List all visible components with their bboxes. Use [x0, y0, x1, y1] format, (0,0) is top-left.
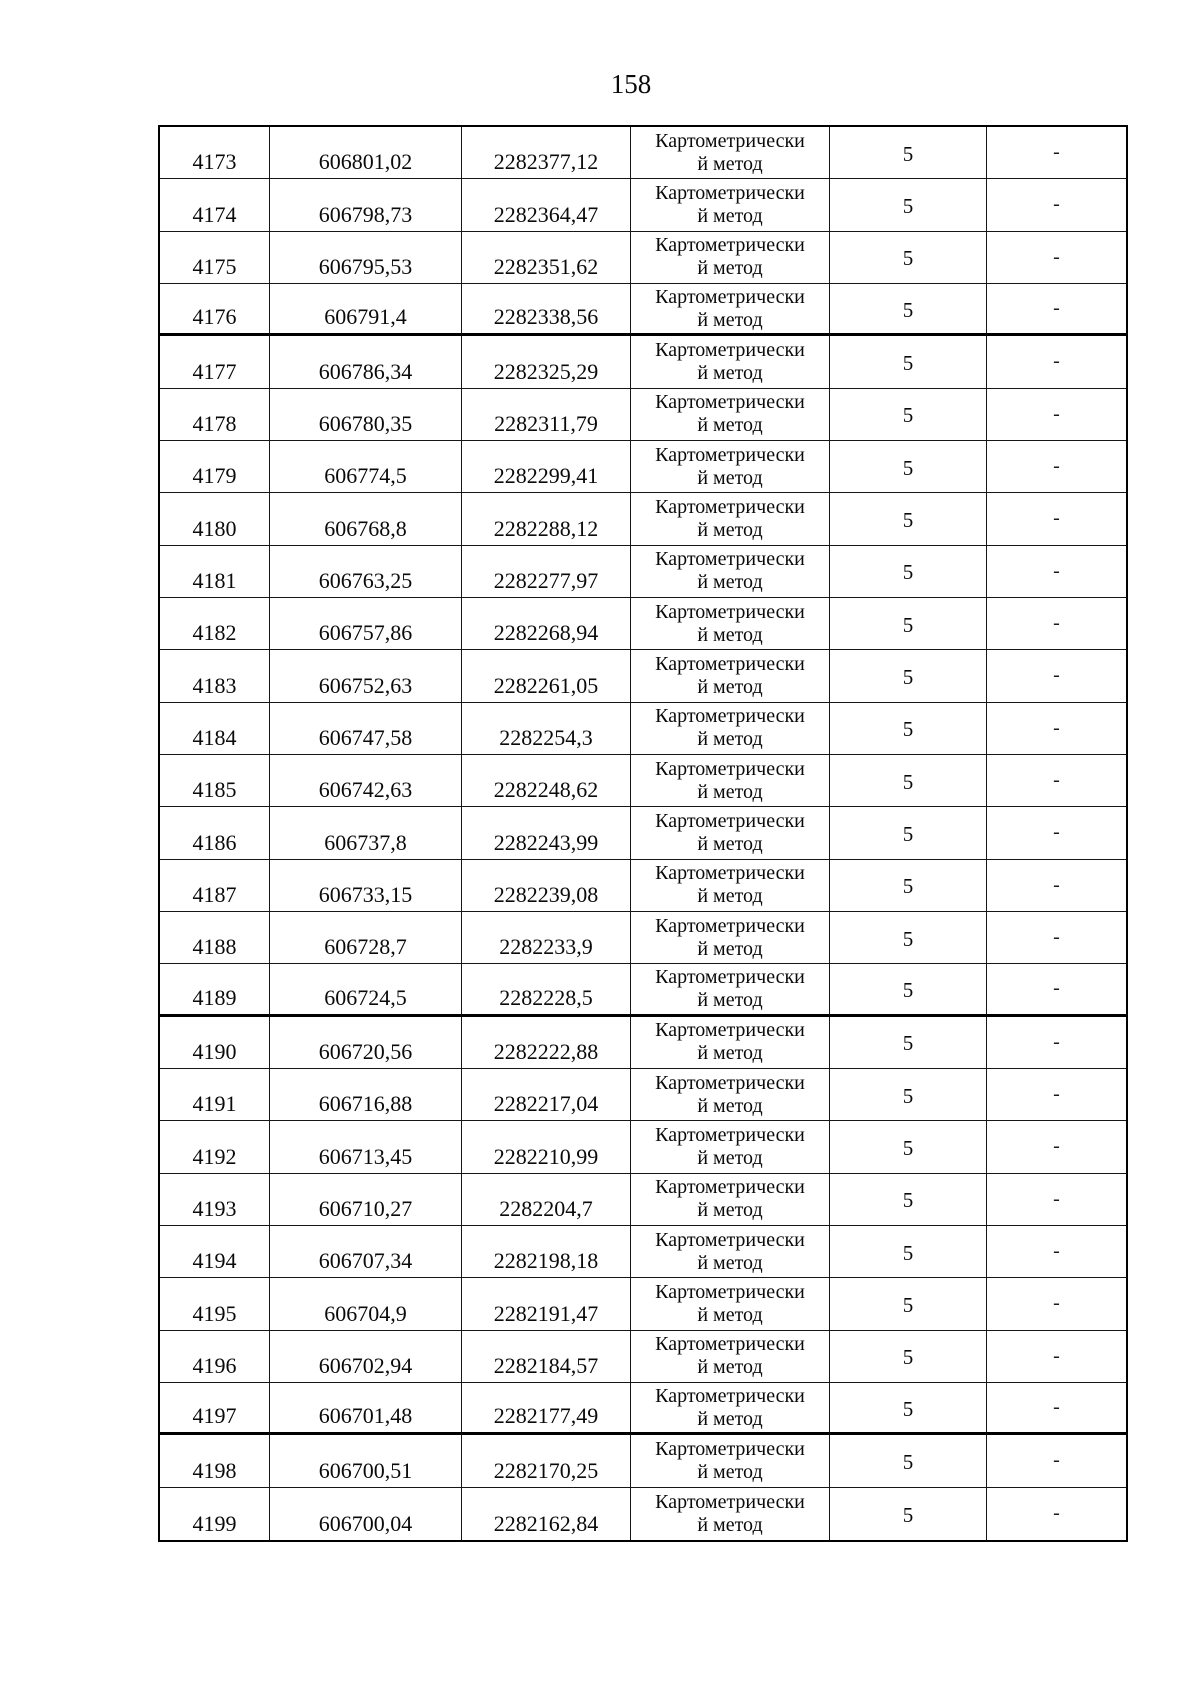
x-coordinate-cell: 606752,63: [270, 650, 462, 701]
method-line2: й метод: [697, 885, 763, 908]
note-cell: -: [1053, 402, 1060, 425]
precision-cell: 5: [830, 127, 987, 178]
method-line2: й метод: [697, 1356, 763, 1379]
note-cell: -: [1053, 664, 1060, 687]
table-row: [160, 1488, 1126, 1540]
precision-cell: 5: [830, 912, 987, 963]
method-line2: й метод: [697, 780, 763, 803]
table-row: [160, 127, 1126, 179]
y-coordinate-cell: 2282233,9: [462, 912, 631, 963]
point-number-cell: 4189: [160, 964, 270, 1013]
method-cell: [631, 598, 830, 649]
y-coordinate-cell: 2282351,62: [462, 232, 631, 283]
method-cell: [631, 1174, 830, 1225]
method-line1: Картометрически: [655, 705, 805, 728]
method-line2: й метод: [697, 1460, 763, 1483]
point-number-cell: 4182: [160, 598, 270, 649]
precision-cell: 5: [830, 703, 987, 754]
x-coordinate-cell: 606774,5: [270, 441, 462, 492]
note-cell: -: [1053, 141, 1060, 164]
x-coordinate-cell: 606720,56: [270, 1017, 462, 1068]
x-coordinate-cell: 606747,58: [270, 703, 462, 754]
precision-cell: 5: [830, 755, 987, 806]
point-number-cell: 4179: [160, 441, 270, 492]
method-line1: Картометрически: [655, 285, 805, 308]
point-number-cell: 4195: [160, 1278, 270, 1329]
point-number-cell: 4185: [160, 755, 270, 806]
note-cell: -: [1053, 612, 1060, 635]
table-row: [160, 179, 1126, 231]
table-row: [160, 1174, 1126, 1226]
precision-cell: 5: [830, 1017, 987, 1068]
method-line1: Картометрически: [655, 338, 805, 361]
note-cell: -: [1053, 769, 1060, 792]
point-number-cell: 4183: [160, 650, 270, 701]
precision-cell: 5: [830, 284, 987, 333]
note-cell: -: [1053, 1449, 1060, 1472]
precision-cell: 5: [830, 336, 987, 387]
method-cell: [631, 1121, 830, 1172]
table-row: [160, 964, 1126, 1016]
method-line1: Картометрически: [655, 965, 805, 988]
y-coordinate-cell: 2282228,5: [462, 964, 631, 1013]
method-line2: й метод: [697, 675, 763, 698]
x-coordinate-cell: 606716,88: [270, 1069, 462, 1120]
table-row: [160, 1017, 1126, 1069]
table-row: [160, 598, 1126, 650]
method-cell: [631, 860, 830, 911]
note-cell: -: [1053, 245, 1060, 268]
precision-cell: 5: [830, 1435, 987, 1486]
note-cell: -: [1053, 1344, 1060, 1367]
note-cell: -: [1053, 716, 1060, 739]
table-row: [160, 1121, 1126, 1173]
y-coordinate-cell: 2282311,79: [462, 389, 631, 440]
note-cell: -: [1053, 1187, 1060, 1210]
note-cell: -: [1053, 821, 1060, 844]
note-cell: -: [1053, 1502, 1060, 1525]
table-row: [160, 232, 1126, 284]
method-line1: Картометрически: [655, 129, 805, 152]
precision-cell: 5: [830, 389, 987, 440]
point-number-cell: 4191: [160, 1069, 270, 1120]
point-number-cell: 4190: [160, 1017, 270, 1068]
y-coordinate-cell: 2282217,04: [462, 1069, 631, 1120]
precision-cell: 5: [830, 1331, 987, 1382]
table-row: [160, 650, 1126, 702]
method-line2: й метод: [697, 728, 763, 751]
precision-cell: 5: [830, 1383, 987, 1432]
method-cell: [631, 1278, 830, 1329]
note-cell: -: [1053, 297, 1060, 320]
point-number-cell: 4199: [160, 1488, 270, 1540]
precision-cell: 5: [830, 1226, 987, 1277]
method-cell: [631, 807, 830, 858]
point-number-cell: 4174: [160, 179, 270, 230]
x-coordinate-cell: 606737,8: [270, 807, 462, 858]
note-cell: -: [1053, 1030, 1060, 1053]
point-number-cell: 4198: [160, 1435, 270, 1486]
note-cell: -: [1053, 1292, 1060, 1315]
method-line2: й метод: [697, 152, 763, 175]
point-number-cell: 4178: [160, 389, 270, 440]
method-cell: [631, 964, 830, 1013]
method-line1: Картометрически: [655, 181, 805, 204]
x-coordinate-cell: 606713,45: [270, 1121, 462, 1172]
page-number: 158: [610, 69, 652, 99]
method-line2: й метод: [697, 204, 763, 227]
precision-cell: 5: [830, 232, 987, 283]
point-number-cell: 4187: [160, 860, 270, 911]
method-cell: [631, 755, 830, 806]
method-cell: [631, 441, 830, 492]
note-cell: -: [1053, 977, 1060, 1000]
method-line2: й метод: [697, 1146, 763, 1169]
method-line1: Картометрически: [655, 1437, 805, 1460]
precision-cell: 5: [830, 1174, 987, 1225]
point-number-cell: 4181: [160, 546, 270, 597]
x-coordinate-cell: 606733,15: [270, 860, 462, 911]
precision-cell: 5: [830, 860, 987, 911]
x-coordinate-cell: 606724,5: [270, 964, 462, 1013]
method-line1: Картометрически: [655, 1280, 805, 1303]
method-line2: й метод: [697, 832, 763, 855]
method-cell: [631, 284, 830, 333]
method-line2: й метод: [697, 1407, 763, 1430]
y-coordinate-cell: 2282248,62: [462, 755, 631, 806]
table-row: [160, 1069, 1126, 1121]
method-cell: [631, 1488, 830, 1540]
y-coordinate-cell: 2282177,49: [462, 1383, 631, 1432]
method-line2: й метод: [697, 518, 763, 541]
x-coordinate-cell: 606763,25: [270, 546, 462, 597]
table-row: [160, 703, 1126, 755]
method-line1: Картометрически: [655, 1123, 805, 1146]
method-line2: й метод: [697, 571, 763, 594]
x-coordinate-cell: 606700,04: [270, 1488, 462, 1540]
method-cell: [631, 336, 830, 387]
method-line1: Картометрически: [655, 1071, 805, 1094]
x-coordinate-cell: 606710,27: [270, 1174, 462, 1225]
x-coordinate-cell: 606700,51: [270, 1435, 462, 1486]
y-coordinate-cell: 2282170,25: [462, 1435, 631, 1486]
method-line2: й метод: [697, 937, 763, 960]
method-cell: [631, 1017, 830, 1068]
method-line2: й метод: [697, 1303, 763, 1326]
note-cell: -: [1053, 1396, 1060, 1419]
method-line2: й метод: [697, 1094, 763, 1117]
y-coordinate-cell: 2282184,57: [462, 1331, 631, 1382]
point-number-cell: 4184: [160, 703, 270, 754]
note-cell: -: [1053, 873, 1060, 896]
y-coordinate-cell: 2282191,47: [462, 1278, 631, 1329]
precision-cell: 5: [830, 1069, 987, 1120]
x-coordinate-cell: 606728,7: [270, 912, 462, 963]
x-coordinate-cell: 606791,4: [270, 284, 462, 333]
y-coordinate-cell: 2282338,56: [462, 284, 631, 333]
x-coordinate-cell: 606798,73: [270, 179, 462, 230]
y-coordinate-cell: 2282277,97: [462, 546, 631, 597]
method-cell: [631, 389, 830, 440]
method-cell: [631, 1331, 830, 1382]
precision-cell: 5: [830, 1278, 987, 1329]
table-row: [160, 912, 1126, 964]
method-line1: Картометрически: [655, 862, 805, 885]
method-cell: [631, 1226, 830, 1277]
method-cell: [631, 493, 830, 544]
y-coordinate-cell: 2282239,08: [462, 860, 631, 911]
method-cell: [631, 1383, 830, 1432]
method-cell: [631, 1435, 830, 1486]
point-number-cell: 4180: [160, 493, 270, 544]
table-row: [160, 284, 1126, 336]
note-cell: -: [1053, 559, 1060, 582]
x-coordinate-cell: 606801,02: [270, 127, 462, 178]
y-coordinate-cell: 2282364,47: [462, 179, 631, 230]
y-coordinate-cell: 2282222,88: [462, 1017, 631, 1068]
y-coordinate-cell: 2282198,18: [462, 1226, 631, 1277]
note-cell: -: [1053, 1083, 1060, 1106]
table-row: [160, 1383, 1126, 1435]
method-line2: й метод: [697, 1251, 763, 1274]
point-number-cell: 4192: [160, 1121, 270, 1172]
precision-cell: 5: [830, 964, 987, 1013]
method-cell: [631, 1069, 830, 1120]
method-line1: Картометрически: [655, 1384, 805, 1407]
point-number-cell: 4176: [160, 284, 270, 333]
x-coordinate-cell: 606795,53: [270, 232, 462, 283]
method-line1: Картометрически: [655, 548, 805, 571]
y-coordinate-cell: 2282162,84: [462, 1488, 631, 1540]
method-cell: [631, 703, 830, 754]
precision-cell: 5: [830, 807, 987, 858]
precision-cell: 5: [830, 1488, 987, 1540]
method-line2: й метод: [697, 257, 763, 280]
method-cell: [631, 127, 830, 178]
table-row: [160, 1435, 1126, 1487]
method-line1: Картометрически: [655, 1490, 805, 1513]
method-line2: й метод: [697, 308, 763, 331]
point-number-cell: 4194: [160, 1226, 270, 1277]
precision-cell: 5: [830, 650, 987, 701]
method-line2: й метод: [697, 414, 763, 437]
y-coordinate-cell: 2282288,12: [462, 493, 631, 544]
point-number-cell: 4196: [160, 1331, 270, 1382]
x-coordinate-cell: 606786,34: [270, 336, 462, 387]
point-number-cell: 4188: [160, 912, 270, 963]
precision-cell: 5: [830, 179, 987, 230]
note-cell: -: [1053, 193, 1060, 216]
y-coordinate-cell: 2282299,41: [462, 441, 631, 492]
y-coordinate-cell: 2282243,99: [462, 807, 631, 858]
method-line1: Картометрически: [655, 600, 805, 623]
method-line2: й метод: [697, 988, 763, 1011]
table-row: [160, 441, 1126, 493]
x-coordinate-cell: 606768,8: [270, 493, 462, 544]
coordinates-table: [158, 125, 1128, 1542]
point-number-cell: 4177: [160, 336, 270, 387]
note-cell: -: [1053, 926, 1060, 949]
y-coordinate-cell: 2282204,7: [462, 1174, 631, 1225]
note-cell: -: [1053, 1240, 1060, 1263]
method-line1: Картометрически: [655, 1228, 805, 1251]
precision-cell: 5: [830, 598, 987, 649]
table-row: [160, 336, 1126, 388]
y-coordinate-cell: 2282210,99: [462, 1121, 631, 1172]
table-row: [160, 1226, 1126, 1278]
table-row: [160, 755, 1126, 807]
note-cell: -: [1053, 350, 1060, 373]
method-cell: [631, 179, 830, 230]
method-line1: Картометрически: [655, 914, 805, 937]
method-line1: Картометрически: [655, 1176, 805, 1199]
method-line1: Картометрически: [655, 652, 805, 675]
method-line1: Картометрически: [655, 809, 805, 832]
method-line1: Картометрически: [655, 391, 805, 414]
point-number-cell: 4193: [160, 1174, 270, 1225]
table-row: [160, 1278, 1126, 1330]
method-line1: Картометрически: [655, 757, 805, 780]
table-row: [160, 389, 1126, 441]
y-coordinate-cell: 2282325,29: [462, 336, 631, 387]
method-line2: й метод: [697, 1199, 763, 1222]
method-line2: й метод: [697, 1513, 763, 1536]
method-line2: й метод: [697, 361, 763, 384]
x-coordinate-cell: 606707,34: [270, 1226, 462, 1277]
precision-cell: 5: [830, 1121, 987, 1172]
precision-cell: 5: [830, 546, 987, 597]
point-number-cell: 4186: [160, 807, 270, 858]
table-row: [160, 493, 1126, 545]
method-line1: Картометрически: [655, 495, 805, 518]
method-line2: й метод: [697, 623, 763, 646]
method-line1: Картометрически: [655, 234, 805, 257]
point-number-cell: 4173: [160, 127, 270, 178]
x-coordinate-cell: 606742,63: [270, 755, 462, 806]
x-coordinate-cell: 606701,48: [270, 1383, 462, 1432]
method-cell: [631, 232, 830, 283]
y-coordinate-cell: 2282268,94: [462, 598, 631, 649]
precision-cell: 5: [830, 441, 987, 492]
method-cell: [631, 912, 830, 963]
method-line1: Картометрически: [655, 443, 805, 466]
note-cell: -: [1053, 507, 1060, 530]
table-row: [160, 807, 1126, 859]
method-line2: й метод: [697, 466, 763, 489]
point-number-cell: 4175: [160, 232, 270, 283]
table-row: [160, 860, 1126, 912]
y-coordinate-cell: 2282261,05: [462, 650, 631, 701]
y-coordinate-cell: 2282254,3: [462, 703, 631, 754]
precision-cell: 5: [830, 493, 987, 544]
x-coordinate-cell: 606780,35: [270, 389, 462, 440]
x-coordinate-cell: 606704,9: [270, 1278, 462, 1329]
table-row: [160, 546, 1126, 598]
method-cell: [631, 546, 830, 597]
x-coordinate-cell: 606702,94: [270, 1331, 462, 1382]
method-line1: Картометрически: [655, 1019, 805, 1042]
method-line2: й метод: [697, 1042, 763, 1065]
y-coordinate-cell: 2282377,12: [462, 127, 631, 178]
note-cell: -: [1053, 455, 1060, 478]
x-coordinate-cell: 606757,86: [270, 598, 462, 649]
note-cell: -: [1053, 1135, 1060, 1158]
table-row: [160, 1331, 1126, 1383]
point-number-cell: 4197: [160, 1383, 270, 1432]
method-cell: [631, 650, 830, 701]
method-line1: Картометрически: [655, 1333, 805, 1356]
